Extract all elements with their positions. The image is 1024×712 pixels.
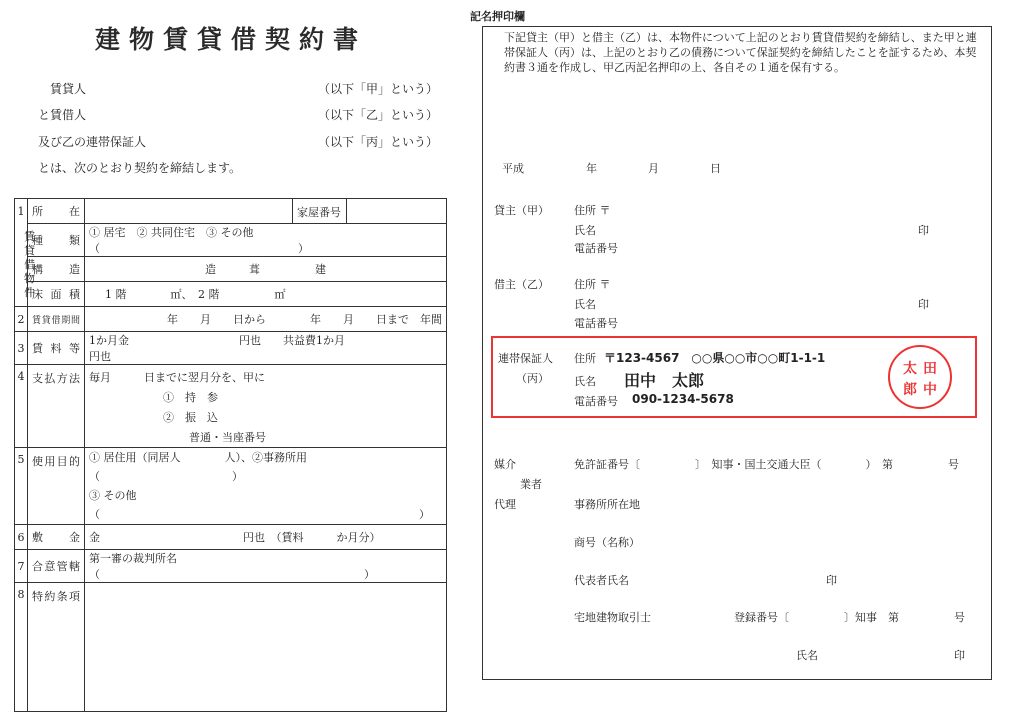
row-number-3: 3 <box>15 332 28 365</box>
contract-title: 建物賃貸借契約書 <box>95 25 368 54</box>
special-terms-value <box>85 583 447 712</box>
jurisdiction-label: 合意管轄 <box>28 550 85 583</box>
row-number-4: 4 <box>15 365 28 448</box>
deposit-value: 金 円也 （賃料 か月分） <box>85 525 447 550</box>
row-number-1: 1 <box>15 199 28 307</box>
broker-label-mediation: 媒介 <box>494 458 516 471</box>
rent-label: 賃料等 <box>28 332 85 365</box>
payment-method-value <box>85 365 447 448</box>
usage-purpose-value <box>85 448 447 525</box>
lessor-title: 貸主（甲） <box>494 204 549 217</box>
guarantor-address-value: 〒123-4567 ○○県○○市○○町1-1-1 <box>604 351 826 365</box>
lessee-title: 借主（乙） <box>494 278 549 291</box>
rent-value: 1か月金 円也 共益費1か月 円也 <box>85 332 447 365</box>
lessee-name-label: 氏名 <box>574 298 596 311</box>
structure-value: 造 葺 建 <box>85 257 447 282</box>
contract-front-page <box>0 0 470 702</box>
party-lessor-label: 賃貸人 <box>50 82 87 96</box>
row-number-7: 7 <box>15 550 28 583</box>
lessor-address-label: 住所 〒 <box>574 204 611 217</box>
usage-line-2: ③ その他（ ） <box>89 489 430 521</box>
lease-period-label: 賃貸借期間 <box>28 307 85 332</box>
guarantor-phone-value: 090-1234-5678 <box>632 392 734 406</box>
guarantor-seal-stamp <box>888 345 952 409</box>
broker-office-label: 事務所所在地 <box>574 498 640 511</box>
guarantor-phone-label: 電話番号 <box>574 395 618 408</box>
party-guarantor-suffix: （以下「丙」という） <box>318 135 439 149</box>
real-estate-agent-label: 宅地建物取引士 <box>574 611 651 624</box>
payment-method-label: 支払方法 <box>28 365 85 448</box>
date-era: 平成 <box>502 162 524 175</box>
broker-representative-label: 代表者氏名 <box>574 574 629 587</box>
lessee-address-label: 住所 〒 <box>574 278 611 291</box>
usage-purpose-label: 使用目的 <box>28 448 85 525</box>
stamp-char-3: 郎 <box>903 382 917 398</box>
broker-label-agent: 業者 <box>520 478 542 491</box>
special-terms-label: 特約条項 <box>28 583 85 712</box>
stamp-char-4: 中 <box>923 382 937 398</box>
usage-line-1: ① 居住用（同居人 人）、②事務所用（ ） <box>89 451 307 483</box>
guarantor-name-label: 氏名 <box>574 375 596 388</box>
floor-area-label: 床面積 <box>28 282 85 307</box>
party-guarantor-label: 及び乙の連帯保証人 <box>38 135 147 149</box>
agent-registration-line: 登録番号〔 〕知事 第 号 <box>734 611 965 624</box>
party-lessor-suffix: （以下「甲」という） <box>318 82 439 96</box>
row-number-8: 8 <box>15 583 28 712</box>
row-number-5: 5 <box>15 448 28 525</box>
guarantor-address-label: 住所 <box>574 352 596 365</box>
property-terms-table <box>14 198 455 712</box>
contract-intro: とは、次のとおり契約を締結します。 <box>38 161 242 175</box>
signature-section-header: 記名押印欄 <box>470 10 525 23</box>
location-value <box>85 199 447 224</box>
lessee-seal-mark: 印 <box>918 298 929 311</box>
payment-line-1: 毎月 日までに翌月分を、甲に <box>89 371 265 384</box>
leased-property-category: 賃貸借物件 <box>24 230 35 299</box>
type-value: ① 居宅 ② 共同住宅 ③ その他（ ） <box>85 224 447 257</box>
type-label: 種 類 <box>28 224 85 257</box>
jurisdiction-value: 第一審の裁判所名（ ） <box>85 550 447 583</box>
deposit-label: 敷 金 <box>28 525 85 550</box>
house-number-label: 家屋番号 <box>297 206 341 219</box>
agent-name-label: 氏名 <box>796 649 818 662</box>
certification-paragraph: 下記貸主（甲）と借主（乙）は、本物件について上記のとおり賃貸借契約を締結し、また甲と連帯保証人（丙）は、上記のとおり乙の債務について保証契約を締結したことを証するため、本契約書３通を作成し、甲乙丙記名押印の上、各自その１通を保有する。 <box>504 31 977 74</box>
agent-seal-mark: 印 <box>954 649 965 662</box>
date-year: 年 <box>586 162 597 175</box>
lessor-phone-label: 電話番号 <box>574 242 618 255</box>
broker-license-line: 免許証番号〔 〕 知事・国土交通大臣（ ） 第 号 <box>574 458 959 471</box>
row-number-2: 2 <box>15 307 28 332</box>
date-day: 日 <box>710 162 721 175</box>
broker-representative-seal: 印 <box>826 574 837 587</box>
party-lessee-suffix: （以下「乙」という） <box>318 108 439 122</box>
stamp-char-2: 田 <box>923 361 937 377</box>
date-month: 月 <box>648 162 659 175</box>
lessor-seal-mark: 印 <box>918 224 929 237</box>
broker-trade-name-label: 商号（名称） <box>574 536 640 549</box>
structure-label: 構 造 <box>28 257 85 282</box>
stamp-char-1: 太 <box>903 361 917 377</box>
payment-line-2: ① 持 参 <box>163 391 218 404</box>
row-number-6: 6 <box>15 525 28 550</box>
broker-label-proxy: 代理 <box>494 498 516 511</box>
guarantor-name-value: 田中 太郎 <box>624 371 705 390</box>
guarantor-title-suffix: （丙） <box>516 372 549 385</box>
payment-line-3: ② 振 込 <box>163 411 218 424</box>
floor-area-value: 1 階 ㎡、 2 階 ㎡ <box>85 282 447 307</box>
location-label: 所 在 <box>28 199 85 224</box>
lessor-name-label: 氏名 <box>574 224 596 237</box>
party-lessee-label: と賃借人 <box>38 108 87 122</box>
payment-line-4: 普通・当座番号 <box>189 431 266 444</box>
lessee-phone-label: 電話番号 <box>574 317 618 330</box>
guarantor-title: 連帯保証人 <box>498 352 553 365</box>
lease-period-value: 年 月 日から 年 月 日まで 年間 <box>85 307 447 332</box>
